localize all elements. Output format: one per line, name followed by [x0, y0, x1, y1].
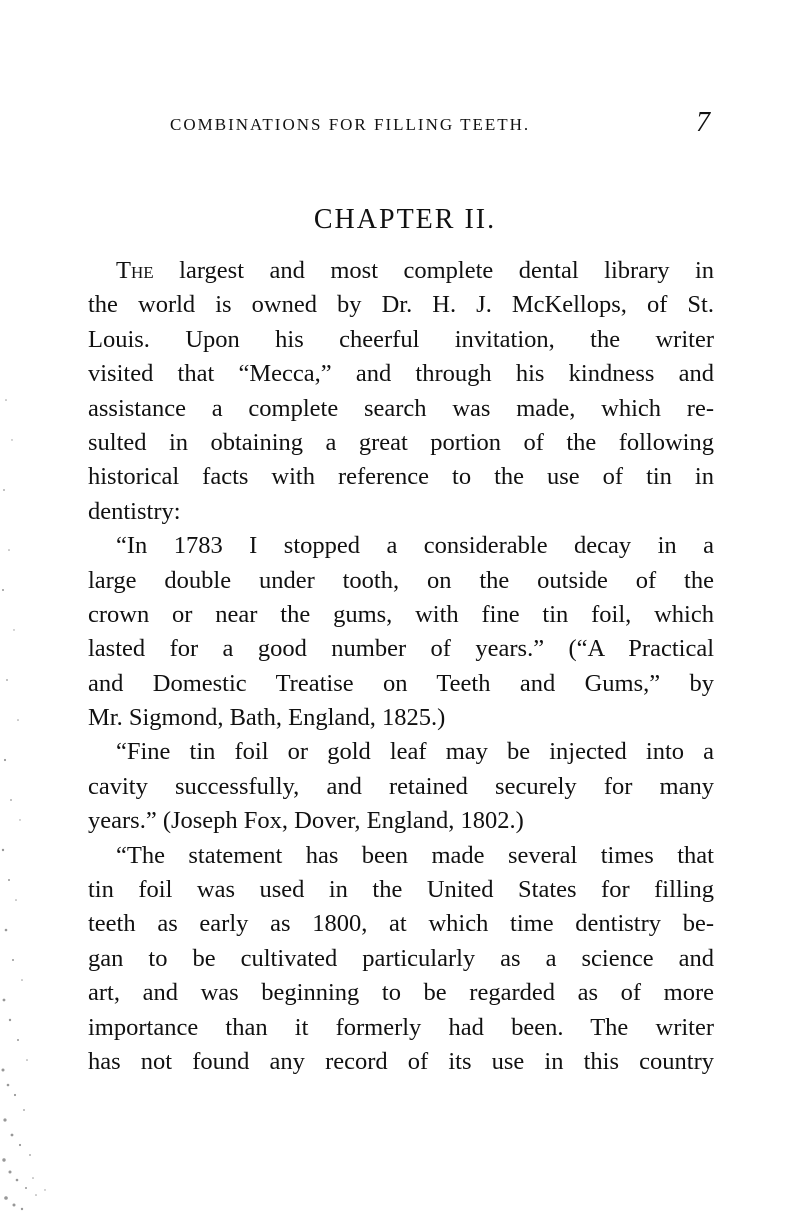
text-line: the world is owned by Dr. H. J. McKellops, of St. — [88, 291, 714, 319]
text-line: “Fine tin foil or gold leaf may be injected into a — [116, 738, 714, 766]
text-line: assistance a complete search was made, which re- — [88, 394, 714, 422]
text-line: Louis. Upon his cheerful invitation, the writer — [88, 325, 714, 353]
running-title: COMBINATIONS FOR FILLING TEETH. — [170, 115, 531, 134]
text-line: importance than it formerly had been. The writer — [88, 1013, 714, 1041]
chapter-heading: CHAPTER II. — [313, 204, 497, 235]
drop-word: The — [116, 257, 154, 284]
text-line: Mr. Sigmond, Bath, England, 1825.) — [88, 704, 446, 732]
text-line: years.” (Joseph Fox, Dover, England, 1802.) — [88, 807, 524, 835]
text-line: and Domestic Treatise on Teeth and Gums,” by — [88, 669, 714, 697]
text-line: lasted for a good number of years.” (“A Practical — [88, 635, 714, 663]
text-line: cavity successfully, and retained securely for many — [88, 772, 714, 800]
text-line: has not found any record of its use in this country — [88, 1047, 714, 1075]
text-line: art, and was beginning to be regarded as of more — [88, 979, 714, 1007]
text-line: “The statement has been made several times that — [116, 841, 714, 869]
text-line: The largest and most complete dental library in — [116, 257, 714, 284]
text-line: large double under tooth, on the outside of the — [88, 566, 714, 594]
text-line: teeth as early as 1800, at which time dentistry be- — [88, 910, 714, 938]
text-line: dentistry: — [88, 497, 181, 525]
text-line: crown or near the gums, with fine tin foil, which — [88, 600, 714, 628]
body-text — [88, 254, 714, 1079]
text-line: “In 1783 I stopped a considerable decay in a — [116, 532, 714, 560]
text-line: gan to be cultivated particularly as a science and — [88, 944, 714, 972]
text-line: tin foil was used in the United States for filling — [88, 876, 714, 904]
running-head — [0, 107, 800, 142]
page-number: 7 — [696, 107, 710, 138]
text-line: sulted in obtaining a great portion of the following — [88, 428, 714, 456]
scan-edge-speckle — [0, 380, 60, 1215]
text-line: visited that “Mecca,” and through his kindness and — [88, 360, 714, 388]
text-line: historical facts with reference to the use of tin in — [88, 463, 714, 491]
